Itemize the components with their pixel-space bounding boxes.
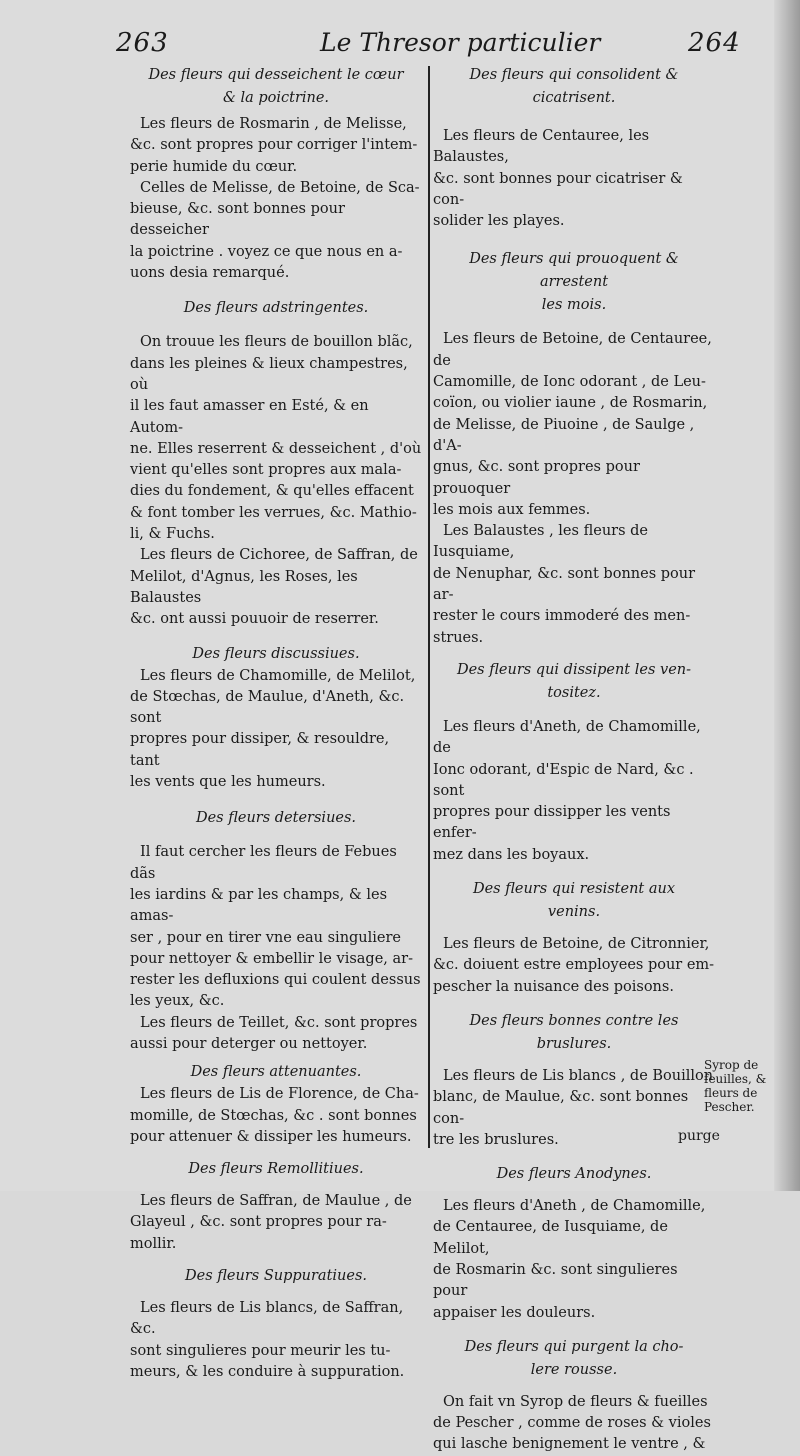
left-column xyxy=(130,64,422,1383)
section-heading: Des fleurs discussiues. xyxy=(192,645,360,662)
paragraph: On fait vn Syrop de fleurs & fueilles de Pescher , comme de roses & violes qui lasche benignement le ventre , & xyxy=(433,1393,711,1453)
paragraph: Les fleurs d'Aneth, de Chamomille, de Ionc odorant, d'Espic de Nard, &c . sont propres pour dissipper les vents enfer- mez dans les boyaux. xyxy=(433,718,701,863)
section-heading: Des fleurs Remollitiues. xyxy=(188,1161,364,1178)
paragraph: Les fleurs de Lis blancs , de Bouillon blanc, de Maulue, &c. sont bonnes con- tre les bruslures. xyxy=(433,1067,714,1148)
page-edge-shadow xyxy=(774,0,800,1191)
section-heading: Des fleurs Anodynes. xyxy=(496,1166,652,1183)
paragraph: Les fleurs de Lis de Florence, de Cha- momille, de Stœchas, &c . sont bonnes pour attenuer & dissiper les humeurs. xyxy=(130,1086,419,1145)
running-title: Le Thresor particulier xyxy=(320,28,601,57)
section-heading: Des fleurs adstringentes. xyxy=(183,300,369,317)
paragraph: Les Balaustes , les fleurs de Iusquiame, de Nenuphar, &c. sont bonnes pour ar- rester le cours immoderé des men- strues. xyxy=(433,523,696,646)
section-heading: Des fleurs qui resistent aux venins. xyxy=(472,881,676,921)
section-heading: Des fleurs detersiues. xyxy=(195,810,357,827)
section-heading: Des fleurs qui purgent la cho- lere rousse. xyxy=(464,1338,684,1378)
paragraph: Les fleurs de Betoine, de Citronnier, &c. doiuent estre employees pour em- pescher la nuisance des poisons. xyxy=(433,936,715,995)
paragraph: Les fleurs de Betoine, de Centauree, de Camomille, de Ionc odorant , de Leu- coïon, ou violier iaune , de Rosmarin, de Melisse, de Piuoine , de Saulge , d'A- gnus, &c. sont propres pour prouoquer les mois aux femmes. xyxy=(433,331,712,518)
column-divider xyxy=(428,66,430,1148)
right-column xyxy=(433,64,715,1456)
paragraph: Les fleurs de Chamomille, de Melilot, de Stœchas, de Maulue, d'Aneth, &c. sont propres pour dissiper, & resouldre, tant les vents que les humeurs. xyxy=(130,667,416,791)
paragraph: Les fleurs d'Aneth , de Chamomille, de Centauree, de Iusquiame, de Melilot, de Rosmarin &c. sont singulieres pour appaiser les douleurs. xyxy=(433,1198,706,1321)
paragraph: On trouue les fleurs de bouillon blãc, dans les pleines & lieux champestres, où il les faut amasser en Esté, & en Autom- ne. Elles reserrent & desseichent , d'où vient qu'elles sont propres aux mala- dies du fondement, & qu'elles effacent & font tomber les verrues, &c. Mathio- li, & Fuchs. xyxy=(130,334,422,543)
section-heading: Des fleurs bonnes contre les bruslures. xyxy=(469,1012,679,1052)
paragraph: Les fleurs de Saffran, de Maulue , de Glayeul , &c. sont propres pour ra- mollir. xyxy=(130,1193,412,1252)
paragraph: Les fleurs de Lis blancs, de Saffran, &c. sont singulieres pour meurir les tu- meurs, & les conduire à suppuration. xyxy=(130,1300,405,1380)
paragraph: Celles de Melisse, de Betoine, de Sca- bieuse, &c. sont bonnes pour desseicher la poictrine . voyez ce que nous en a- uons desia remarqué. xyxy=(130,179,420,282)
section-heading: Des fleurs attenuantes. xyxy=(190,1064,362,1081)
section-heading: Des fleurs qui prouoquent & arrestent les mois. xyxy=(469,251,679,314)
paragraph: Il faut cercher les fleurs de Febues dãs les iardins & par les champs, & les amas- ser , pour en tirer vne eau singuliere pour nettoyer & embellir le visage, ar- rester les defluxions qui coulent dessus les yeux, &c. xyxy=(130,844,421,1010)
page-number-left: 263 xyxy=(116,28,169,58)
section-heading: Des fleurs Suppuratiues. xyxy=(184,1268,367,1285)
page-header xyxy=(0,28,800,68)
catchword: purge xyxy=(678,1128,720,1144)
paragraph: Les fleurs de Cichoree, de Saffran, de Melilot, d'Agnus, les Roses, les Balaustes &c. ont aussi pouuoir de reserrer. xyxy=(130,547,418,628)
paragraph: Les fleurs de Rosmarin , de Melisse, &c. sont propres pour corriger l'intem- perie humide du cœur. xyxy=(130,116,418,175)
page-number-right: 264 xyxy=(688,28,741,58)
paragraph: Les fleurs de Centauree, les Balaustes, &c. sont bonnes pour cicatriser & con- solider les playes. xyxy=(433,128,683,230)
paragraph: Les fleurs de Teillet, &c. sont propres aussi pour deterger ou nettoyer. xyxy=(130,1014,418,1052)
section-heading: Des fleurs qui dissipent les ven- tositez. xyxy=(456,661,692,701)
section-heading: Des fleurs qui desseichent le cœur & la poictrine. xyxy=(148,67,404,106)
section-heading: Des fleurs qui consolident & cicatrisent. xyxy=(469,67,679,106)
margin-note: Syrop de feuilles, & fleurs de Pescher. xyxy=(704,1058,767,1114)
